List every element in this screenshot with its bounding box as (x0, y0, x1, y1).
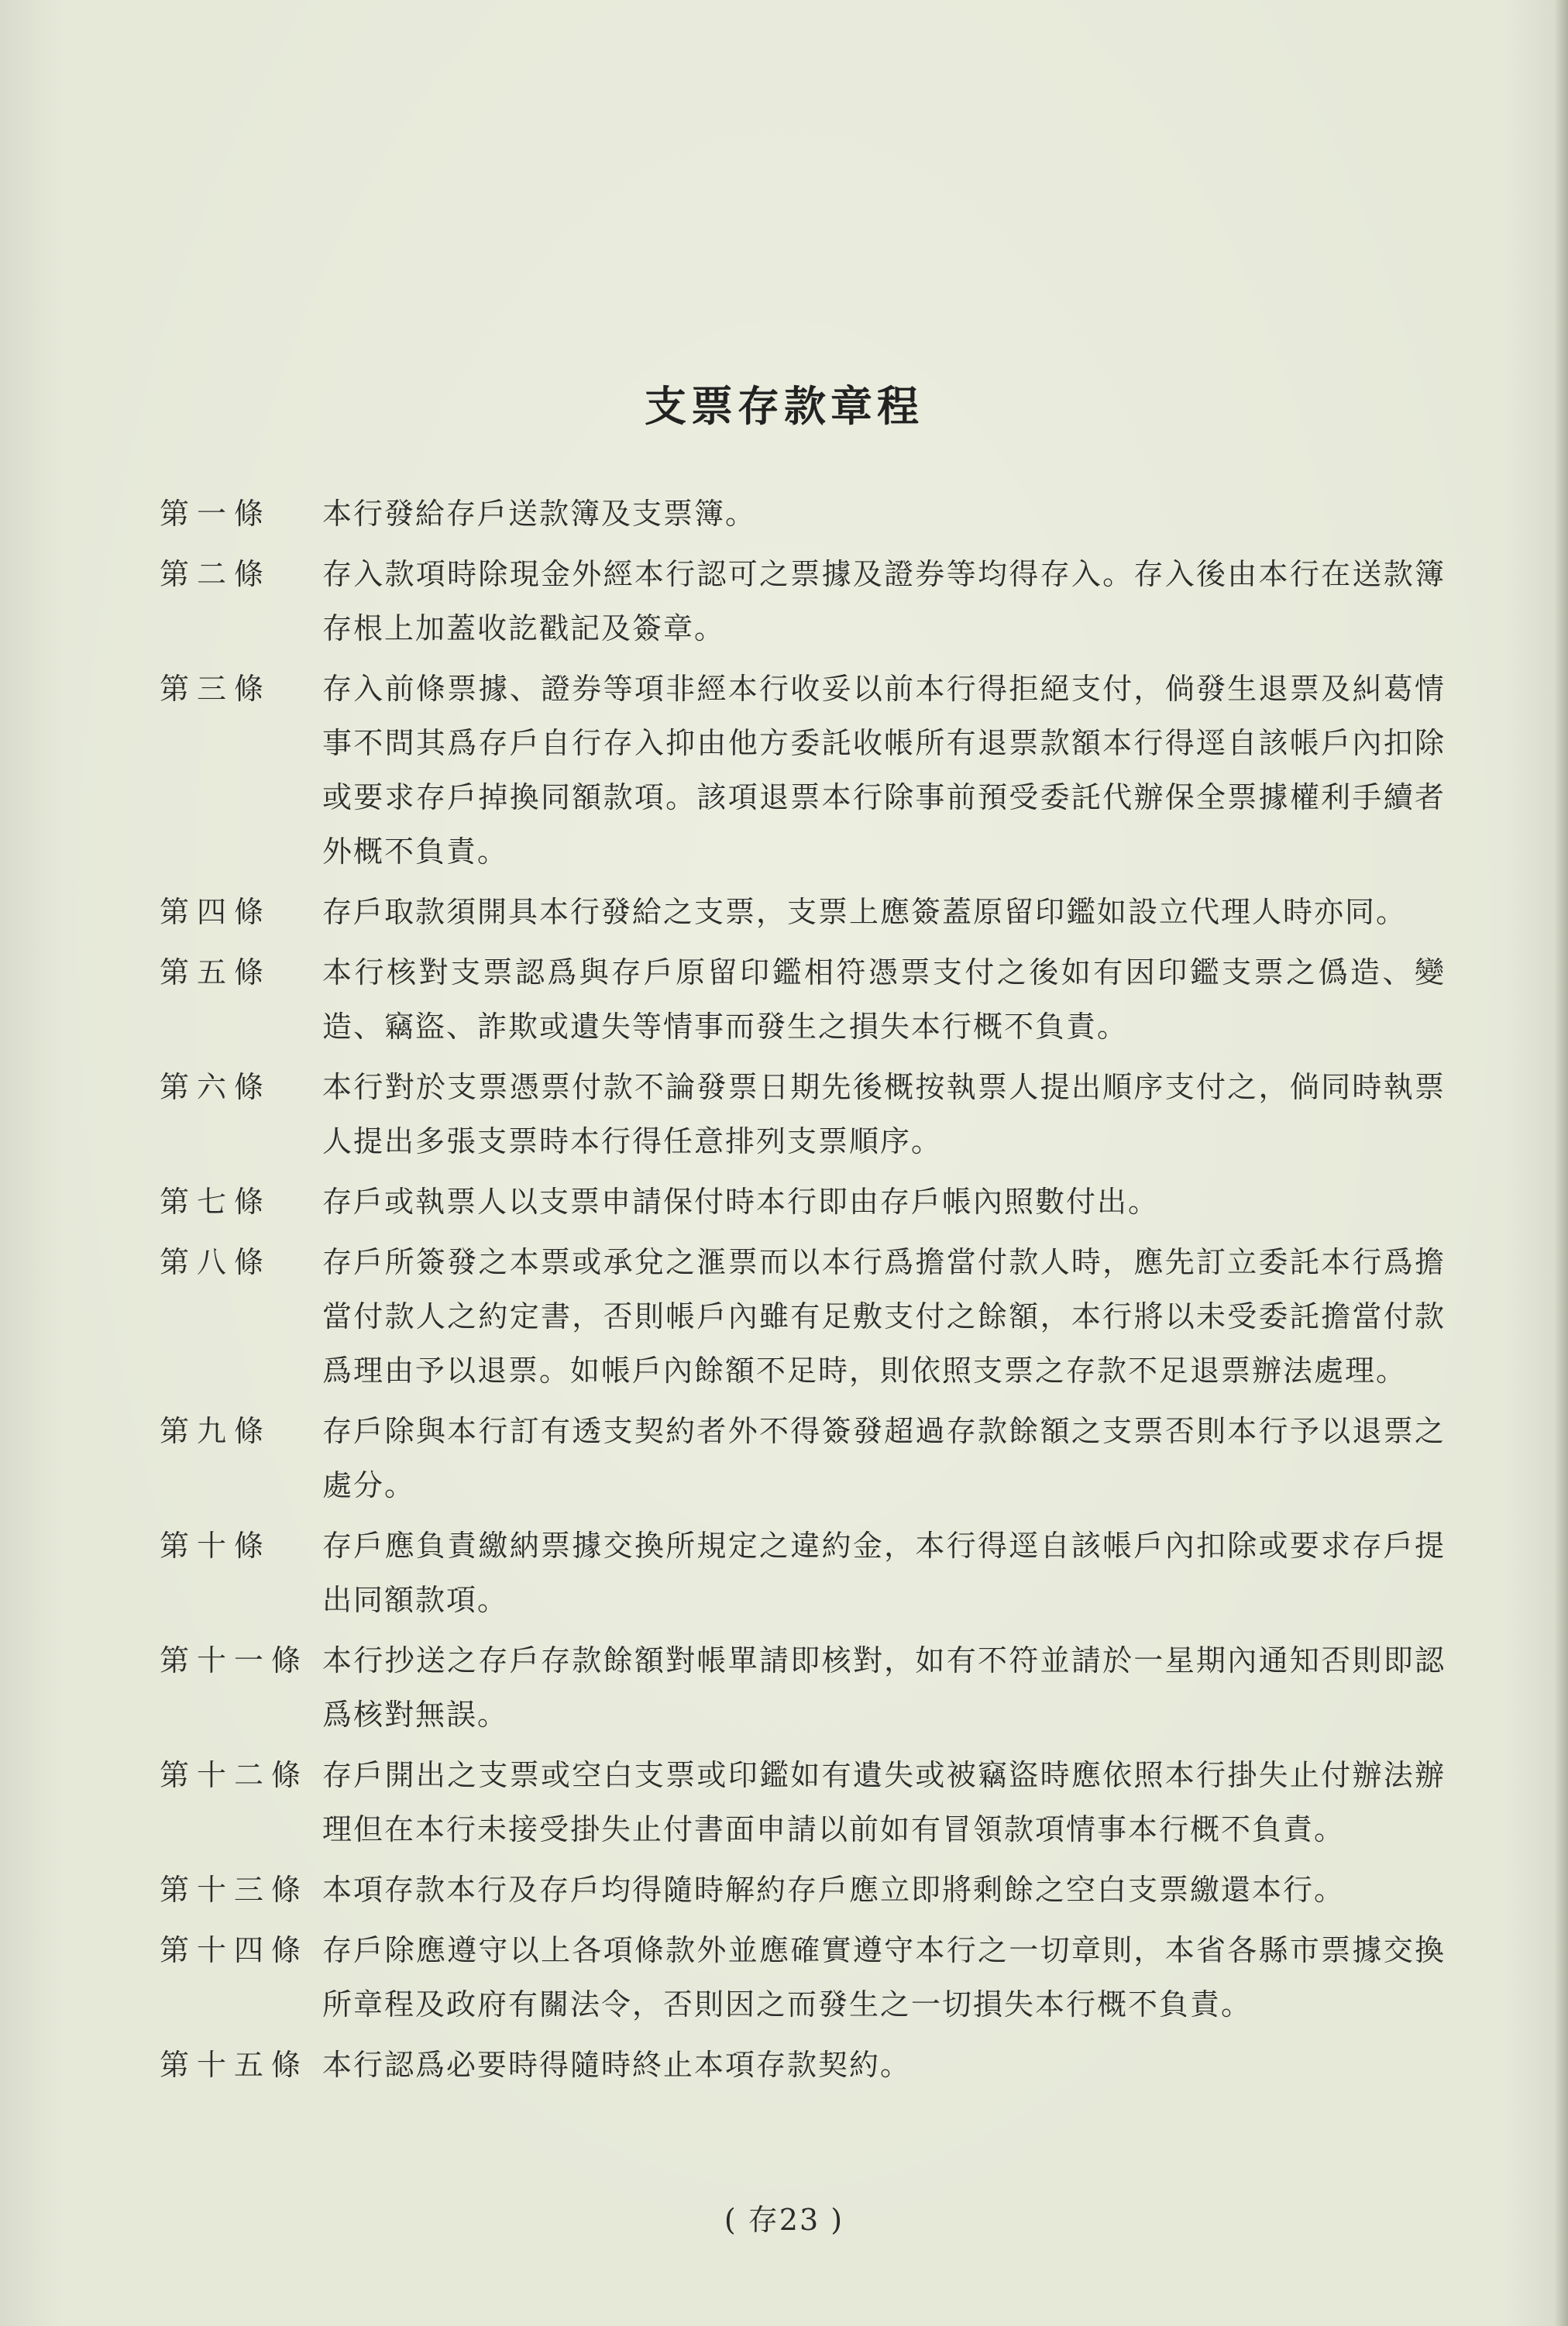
article-number: 第六條 (160, 1070, 272, 1104)
page-number: ( 存23 ) (724, 2203, 844, 2237)
article-number: 第二條 (160, 557, 272, 591)
article-3 (160, 662, 1446, 879)
article-number: 第十三條 (160, 1873, 309, 1907)
article-text: 本行抄送之存戶存款餘額對帳單請即核對，如有不符並請於一星期內通知否則即認爲核對無誤。 (322, 1643, 1446, 1732)
article-text: 本行核對支票認爲與存戶原留印鑑相符憑票支付之後如有因印鑑支票之僞造、變造、竊盜、詐欺或遺失等情事而發生之損失本行概不負責。 (322, 955, 1446, 1044)
article-11 (160, 1633, 1446, 1742)
article-5 (160, 945, 1446, 1054)
article-number: 第九條 (160, 1414, 272, 1448)
article-text: 本項存款本行及存戶均得隨時解約存戶應立即將剩餘之空白支票繳還本行。 (322, 1873, 1346, 1907)
article-number: 第八條 (160, 1245, 272, 1279)
article-9 (160, 1404, 1446, 1512)
article-text: 本行對於支票憑票付款不論發票日期先後概按執票人提出順序支付之，倘同時執票人提出多張支票時本行得任意排列支票順序。 (322, 1070, 1446, 1158)
article-number: 第一條 (160, 497, 272, 531)
article-8 (160, 1235, 1446, 1398)
article-14 (160, 1923, 1446, 2032)
article-text: 本行認爲必要時得隨時終止本項存款契約。 (322, 2048, 912, 2082)
article-number: 第五條 (160, 955, 272, 989)
article-number: 第十二條 (160, 1758, 309, 1792)
article-15 (160, 2038, 1446, 2092)
article-list (160, 487, 1446, 2098)
article-text: 存戶或執票人以支票申請保付時本行即由存戶帳內照數付出。 (322, 1185, 1160, 1219)
article-text: 存入前條票據、證券等項非經本行收妥以前本行得拒絕支付，倘發生退票及糾葛情事不問其爲存戶自行存入抑由他方委託收帳所有退票款額本行得逕自該帳戶內扣除或要求存戶掉換同額款項。該項退票本行除事前預受委託代辦保全票據權利手續者外概不負責。 (322, 672, 1446, 869)
article-text: 存戶除應遵守以上各項條款外並應確實遵守本行之一切章則，本省各縣市票據交換所章程及政府有關法令，否則因之而發生之一切損失本行概不負責。 (322, 1933, 1446, 2021)
article-text: 存戶所簽發之本票或承兌之滙票而以本行爲擔當付款人時，應先訂立委託本行爲擔當付款人之約定書，否則帳戶內雖有足敷支付之餘額，本行將以未受委託擔當付款爲理由予以退票。如帳戶內餘額不足時，則依照支票之存款不足退票辦法處理。 (322, 1245, 1446, 1388)
article-6 (160, 1060, 1446, 1168)
article-2 (160, 547, 1446, 655)
article-7 (160, 1175, 1446, 1229)
article-number: 第十五條 (160, 2048, 309, 2082)
article-number: 第七條 (160, 1185, 272, 1219)
article-12 (160, 1748, 1446, 1856)
article-number: 第十四條 (160, 1933, 309, 1967)
page-title: 支票存款章程 (645, 381, 923, 431)
article-number: 第三條 (160, 672, 272, 706)
article-number: 第十一條 (160, 1643, 309, 1677)
article-4 (160, 885, 1446, 939)
article-10 (160, 1519, 1446, 1627)
article-1 (160, 487, 1446, 541)
article-13 (160, 1863, 1446, 1917)
article-text: 存入款項時除現金外經本行認可之票據及證券等均得存入。存入後由本行在送款簿存根上加蓋收訖戳記及簽章。 (322, 557, 1446, 645)
article-text: 存戶應負責繳納票據交換所規定之違約金，本行得逕自該帳戶內扣除或要求存戶提出同額款項。 (322, 1529, 1446, 1617)
page-edge-shadow (1554, 0, 1568, 2326)
article-text: 存戶開出之支票或空白支票或印鑑如有遺失或被竊盜時應依照本行掛失止付辦法辦理但在本行未接受掛失止付書面申請以前如有冒領款項情事本行概不負責。 (322, 1758, 1446, 1846)
article-text: 本行發給存戶送款簿及支票簿。 (322, 497, 757, 531)
article-number: 第四條 (160, 895, 272, 929)
article-text: 存戶取款須開具本行發給之支票，支票上應簽蓋原留印鑑如設立代理人時亦同。 (322, 895, 1408, 929)
article-number: 第十條 (160, 1529, 272, 1563)
article-text: 存戶除與本行訂有透支契約者外不得簽發超過存款餘額之支票否則本行予以退票之處分。 (322, 1414, 1446, 1502)
